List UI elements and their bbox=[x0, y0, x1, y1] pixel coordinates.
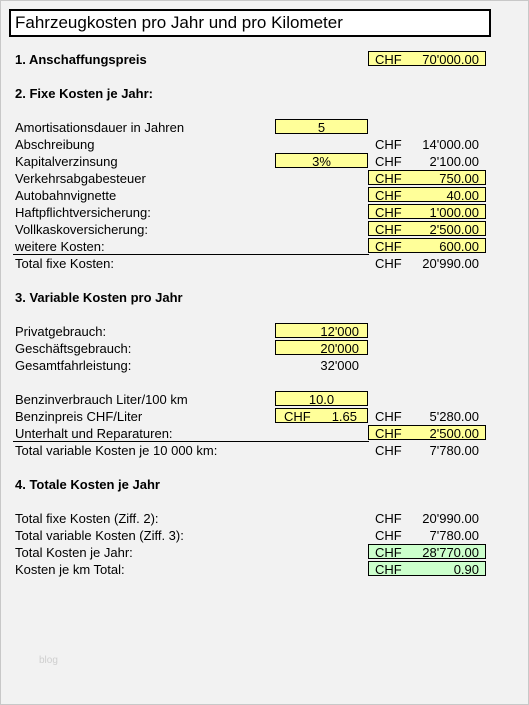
section1-heading: 1. Anschaffungspreis bbox=[15, 52, 147, 67]
fixed-total-label: Total fixe Kosten: bbox=[15, 256, 114, 271]
comprehensive-insurance-amount: 2'500.00 bbox=[429, 222, 479, 237]
purchase-price-value: 70'000.00 bbox=[422, 52, 479, 67]
comprehensive-insurance-label: Vollkaskoversicherung: bbox=[15, 222, 148, 237]
liability-insurance-amount: 1'000.00 bbox=[429, 205, 479, 220]
section3-heading: 3. Variable Kosten pro Jahr bbox=[15, 290, 183, 305]
interest-label: Kapitalverzinsung bbox=[15, 154, 118, 169]
sum-fixed-label: Total fixe Kosten (Ziff. 2): bbox=[15, 511, 159, 526]
private-use-input[interactable]: 12'000 bbox=[275, 323, 368, 338]
per-km-amount: 0.90 bbox=[453, 562, 479, 577]
currency-label: CHF bbox=[375, 137, 402, 152]
other-costs-cell[interactable] bbox=[368, 238, 486, 253]
page-title: Fahrzeugkosten pro Jahr und pro Kilometer bbox=[9, 9, 491, 37]
currency-label: CHF bbox=[375, 562, 402, 577]
total-mileage-label: Gesamtfahrleistung: bbox=[15, 358, 132, 373]
variable-total-label: Total variable Kosten je 10 000 km: bbox=[15, 443, 218, 458]
per-km-cell bbox=[368, 561, 486, 576]
other-costs-label: weitere Kosten: bbox=[15, 239, 105, 254]
amortization-label: Amortisationsdauer in Jahren bbox=[15, 120, 185, 135]
currency-label: CHF bbox=[375, 171, 402, 186]
vehicle-tax-label: Verkehrsabgabesteuer bbox=[15, 171, 146, 186]
currency-label: CHF bbox=[375, 239, 402, 254]
fuel-price-currency: CHF bbox=[284, 409, 311, 424]
interest-amount: 2'100.00 bbox=[429, 154, 479, 169]
business-use-input[interactable]: 20'000 bbox=[275, 340, 368, 355]
amortization-input[interactable]: 5 bbox=[275, 119, 368, 134]
currency-label: CHF bbox=[375, 545, 402, 560]
annual-total-label: Total Kosten je Jahr: bbox=[15, 545, 133, 560]
currency-label: CHF bbox=[375, 528, 402, 543]
currency-label: CHF bbox=[375, 426, 402, 441]
currency-label: CHF bbox=[375, 205, 402, 220]
maintenance-amount: 2'500.00 bbox=[429, 426, 479, 441]
currency-label: CHF bbox=[375, 443, 402, 458]
sum-fixed-amount: 20'990.00 bbox=[422, 511, 479, 526]
maintenance-cell[interactable] bbox=[368, 425, 486, 440]
purchase-price-cell[interactable] bbox=[368, 51, 486, 66]
annual-total-cell bbox=[368, 544, 486, 559]
sum-variable-label: Total variable Kosten (Ziff. 3): bbox=[15, 528, 184, 543]
section2-heading: 2. Fixe Kosten je Jahr: bbox=[15, 86, 153, 101]
total-mileage-value: 32'000 bbox=[320, 358, 359, 373]
other-costs-amount: 600.00 bbox=[439, 239, 479, 254]
currency-label: CHF bbox=[375, 222, 402, 237]
watermark: blog bbox=[39, 655, 58, 666]
consumption-input[interactable]: 10.0 bbox=[275, 391, 368, 406]
variable-total-amount: 7'780.00 bbox=[429, 443, 479, 458]
currency-label: CHF bbox=[375, 52, 402, 67]
vignette-cell[interactable] bbox=[368, 187, 486, 202]
liability-insurance-label: Haftpflichtversicherung: bbox=[15, 205, 151, 220]
currency-label: CHF bbox=[375, 154, 402, 169]
vehicle-tax-cell[interactable] bbox=[368, 170, 486, 185]
maintenance-label: Unterhalt und Reparaturen: bbox=[15, 426, 173, 441]
comprehensive-insurance-cell[interactable] bbox=[368, 221, 486, 236]
consumption-label: Benzinverbrauch Liter/100 km bbox=[15, 392, 188, 407]
vignette-amount: 40.00 bbox=[446, 188, 479, 203]
vehicle-tax-amount: 750.00 bbox=[439, 171, 479, 186]
business-use-label: Geschäftsgebrauch: bbox=[15, 341, 132, 356]
private-use-label: Privatgebrauch: bbox=[15, 324, 107, 339]
fuel-price-input[interactable] bbox=[275, 408, 368, 423]
per-km-label: Kosten je km Total: bbox=[15, 562, 125, 577]
interest-rate-input[interactable]: 3% bbox=[275, 153, 368, 168]
vignette-label: Autobahnvignette bbox=[15, 188, 117, 203]
currency-label: CHF bbox=[375, 256, 402, 271]
fuel-cost-amount: 5'280.00 bbox=[429, 409, 479, 424]
depreciation-label: Abschreibung bbox=[15, 137, 95, 152]
currency-label: CHF bbox=[375, 409, 402, 424]
annual-total-amount: 28'770.00 bbox=[422, 545, 479, 560]
fuel-price-value: 1.65 bbox=[331, 409, 357, 424]
sum-variable-amount: 7'780.00 bbox=[429, 528, 479, 543]
fuel-price-label: Benzinpreis CHF/Liter bbox=[15, 409, 143, 424]
depreciation-amount: 14'000.00 bbox=[422, 137, 479, 152]
currency-label: CHF bbox=[375, 188, 402, 203]
liability-insurance-cell[interactable] bbox=[368, 204, 486, 219]
section4-heading: 4. Totale Kosten je Jahr bbox=[15, 477, 160, 492]
fixed-total-amount: 20'990.00 bbox=[422, 256, 479, 271]
currency-label: CHF bbox=[375, 511, 402, 526]
